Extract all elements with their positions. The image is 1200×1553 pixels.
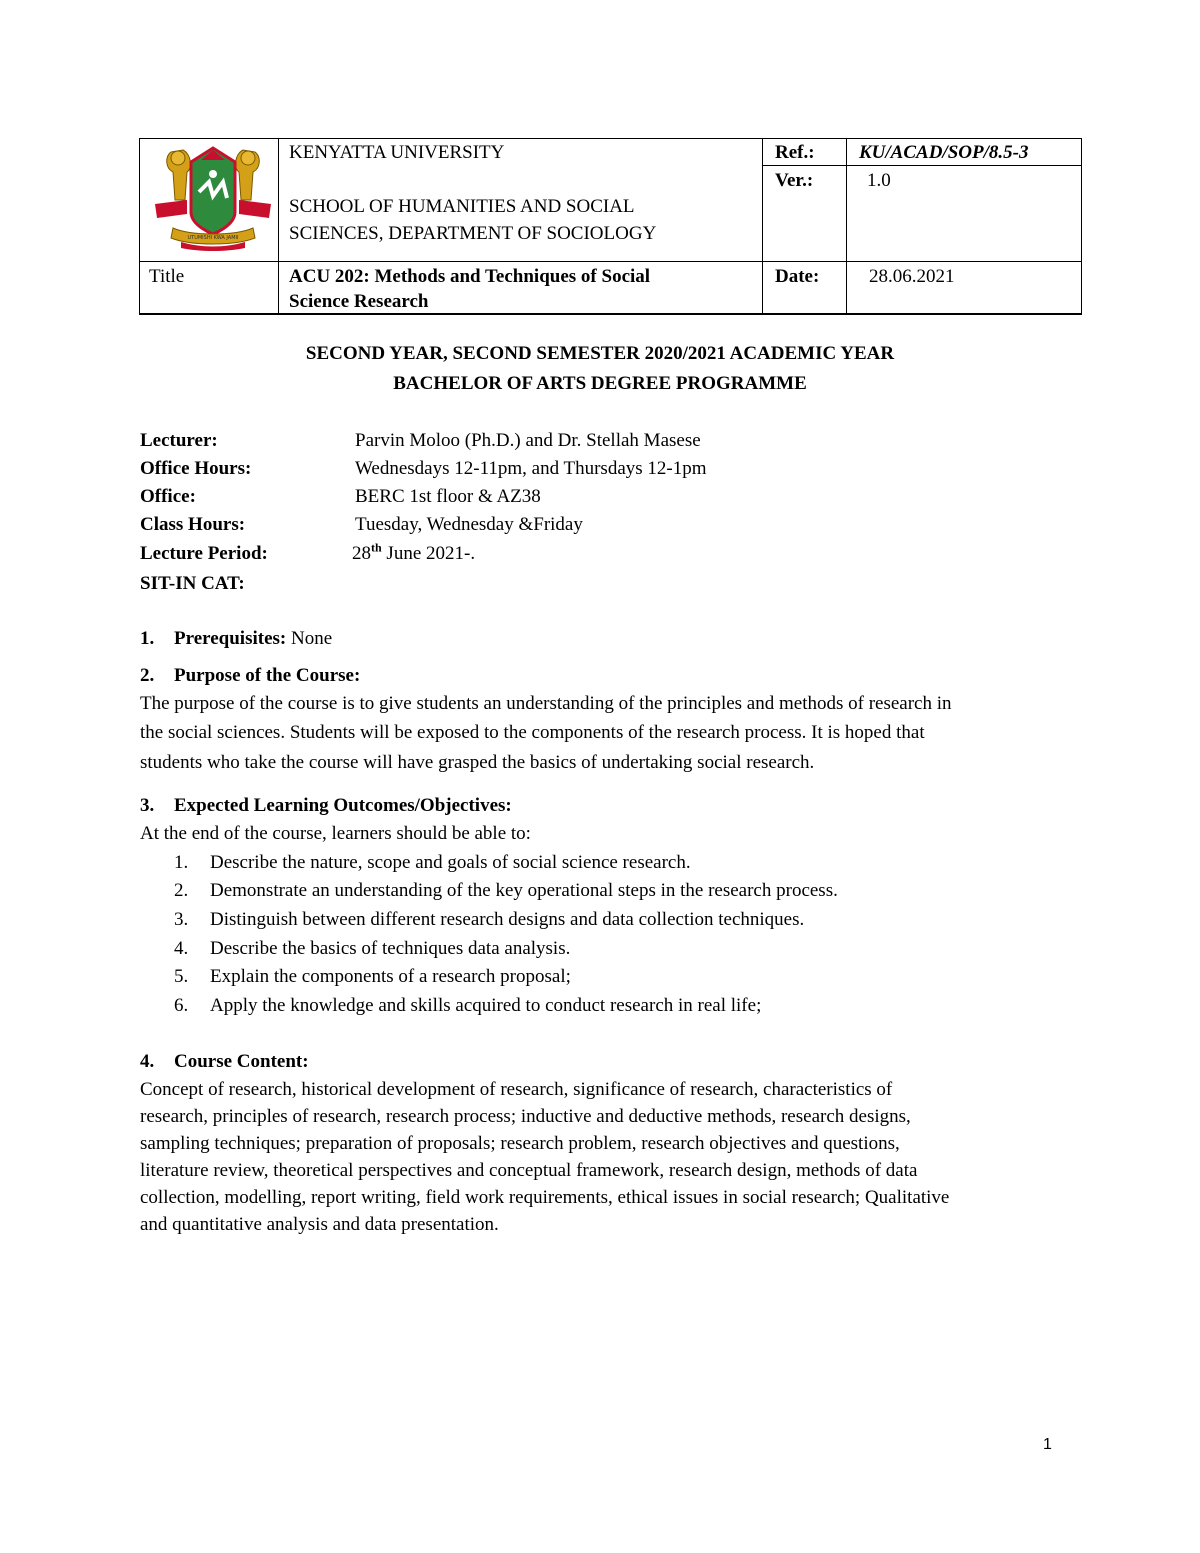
- office-hours-label: Office Hours:: [140, 458, 252, 479]
- title-line-2: Science Research: [289, 291, 429, 312]
- title-label: Title: [149, 266, 185, 287]
- content-line: and quantitative analysis and data presentation.: [140, 1214, 499, 1235]
- objective-number: 2.: [174, 880, 189, 901]
- objective-number: 4.: [174, 938, 189, 959]
- objectives-intro: At the end of the course, learners should be able to:: [140, 823, 531, 844]
- crest-motto: UTUMISHI KWA JAMII: [187, 235, 239, 241]
- heading-semester: SECOND YEAR, SECOND SEMESTER 2020/2021 ACADEMIC YEAR: [305, 343, 895, 364]
- purpose-line: the social sciences. Students will be exposed to the components of the research process. It is hoped that: [140, 722, 925, 743]
- section-2-number: 2.: [140, 665, 155, 686]
- heading-programme: BACHELOR OF ARTS DEGREE PROGRAMME: [393, 373, 807, 394]
- section-4-title: Course Content:: [174, 1051, 309, 1072]
- objective-number: 3.: [174, 909, 189, 930]
- class-hours-value: Tuesday, Wednesday &Friday: [355, 514, 583, 535]
- university-name: KENYATTA UNIVERSITY: [289, 142, 505, 163]
- office-label: Office:: [140, 486, 196, 507]
- ver-value: 1.0: [867, 170, 891, 191]
- lecture-period-sup: th: [371, 540, 382, 555]
- content-line: research, principles of research, research process; inductive and deductive methods, research designs,: [140, 1106, 911, 1127]
- section-3-number: 3.: [140, 795, 155, 816]
- objective-text: Describe the basics of techniques data analysis.: [210, 938, 571, 959]
- objective-text: Describe the nature, scope and goals of social science research.: [210, 852, 691, 873]
- page-number: 1: [1043, 1436, 1052, 1453]
- objective-text: Apply the knowledge and skills acquired to conduct research in real life;: [210, 995, 762, 1016]
- section-1-number: 1.: [140, 628, 155, 649]
- section-1-title: Prerequisites:: [174, 628, 287, 649]
- ver-label: Ver.:: [775, 170, 814, 191]
- section-1-heading: [174, 628, 332, 650]
- section-3-title: Expected Learning Outcomes/Objectives:: [174, 795, 512, 816]
- ref-label: Ref.:: [775, 142, 815, 163]
- objective-text: Distinguish between different research designs and data collection techniques.: [210, 909, 805, 930]
- lecturer-label: Lecturer:: [140, 430, 218, 451]
- lecture-period-rest: June 2021-.: [381, 543, 476, 564]
- purpose-line: The purpose of the course is to give students an understanding of the principles and methods of research in: [140, 693, 952, 714]
- lecture-period-day: 28: [352, 543, 371, 564]
- content-line: Concept of research, historical development of research, significance of research, characteristics of: [140, 1079, 893, 1100]
- lecturer-value: Parvin Moloo (Ph.D.) and Dr. Stellah Masese: [355, 430, 701, 451]
- objective-number: 5.: [174, 966, 189, 987]
- objective-text: Explain the components of a research proposal;: [210, 966, 571, 987]
- content-line: sampling techniques; preparation of proposals; research problem, research objectives and questions,: [140, 1133, 900, 1154]
- school-line-1: SCHOOL OF HUMANITIES AND SOCIAL: [289, 196, 635, 217]
- section-2-title: Purpose of the Course:: [174, 665, 361, 686]
- content-line: literature review, theoretical perspectives and conceptual framework, research design, methods of data: [140, 1160, 918, 1181]
- objective-number: 1.: [174, 852, 189, 873]
- objective-number: 6.: [174, 995, 189, 1016]
- lecture-period-label: Lecture Period:: [140, 543, 268, 564]
- office-value: BERC 1st floor & AZ38: [355, 486, 541, 507]
- date-value: 28.06.2021: [869, 266, 955, 287]
- ref-value: KU/ACAD/SOP/8.5-3: [859, 142, 1029, 163]
- purpose-line: students who take the course will have grasped the basics of undertaking social research.: [140, 752, 815, 773]
- office-hours-value: Wednesdays 12-11pm, and Thursdays 12-1pm: [355, 458, 707, 479]
- class-hours-label: Class Hours:: [140, 514, 246, 535]
- date-label: Date:: [775, 266, 820, 287]
- content-line: collection, modelling, report writing, field work requirements, ethical issues in social research; Qualitative: [140, 1187, 950, 1208]
- school-line-2: SCIENCES, DEPARTMENT OF SOCIOLOGY: [289, 223, 657, 244]
- university-crest-logo: [151, 142, 275, 252]
- section-4-number: 4.: [140, 1051, 155, 1072]
- section-1-value: None: [286, 628, 333, 649]
- title-line-1: ACU 202: Methods and Techniques of Social: [289, 266, 651, 287]
- header-table: [139, 138, 1082, 314]
- lecture-period-value: [352, 540, 476, 565]
- sitin-cat-label: SIT-IN CAT:: [140, 573, 245, 594]
- objective-text: Demonstrate an understanding of the key operational steps in the research process.: [210, 880, 838, 901]
